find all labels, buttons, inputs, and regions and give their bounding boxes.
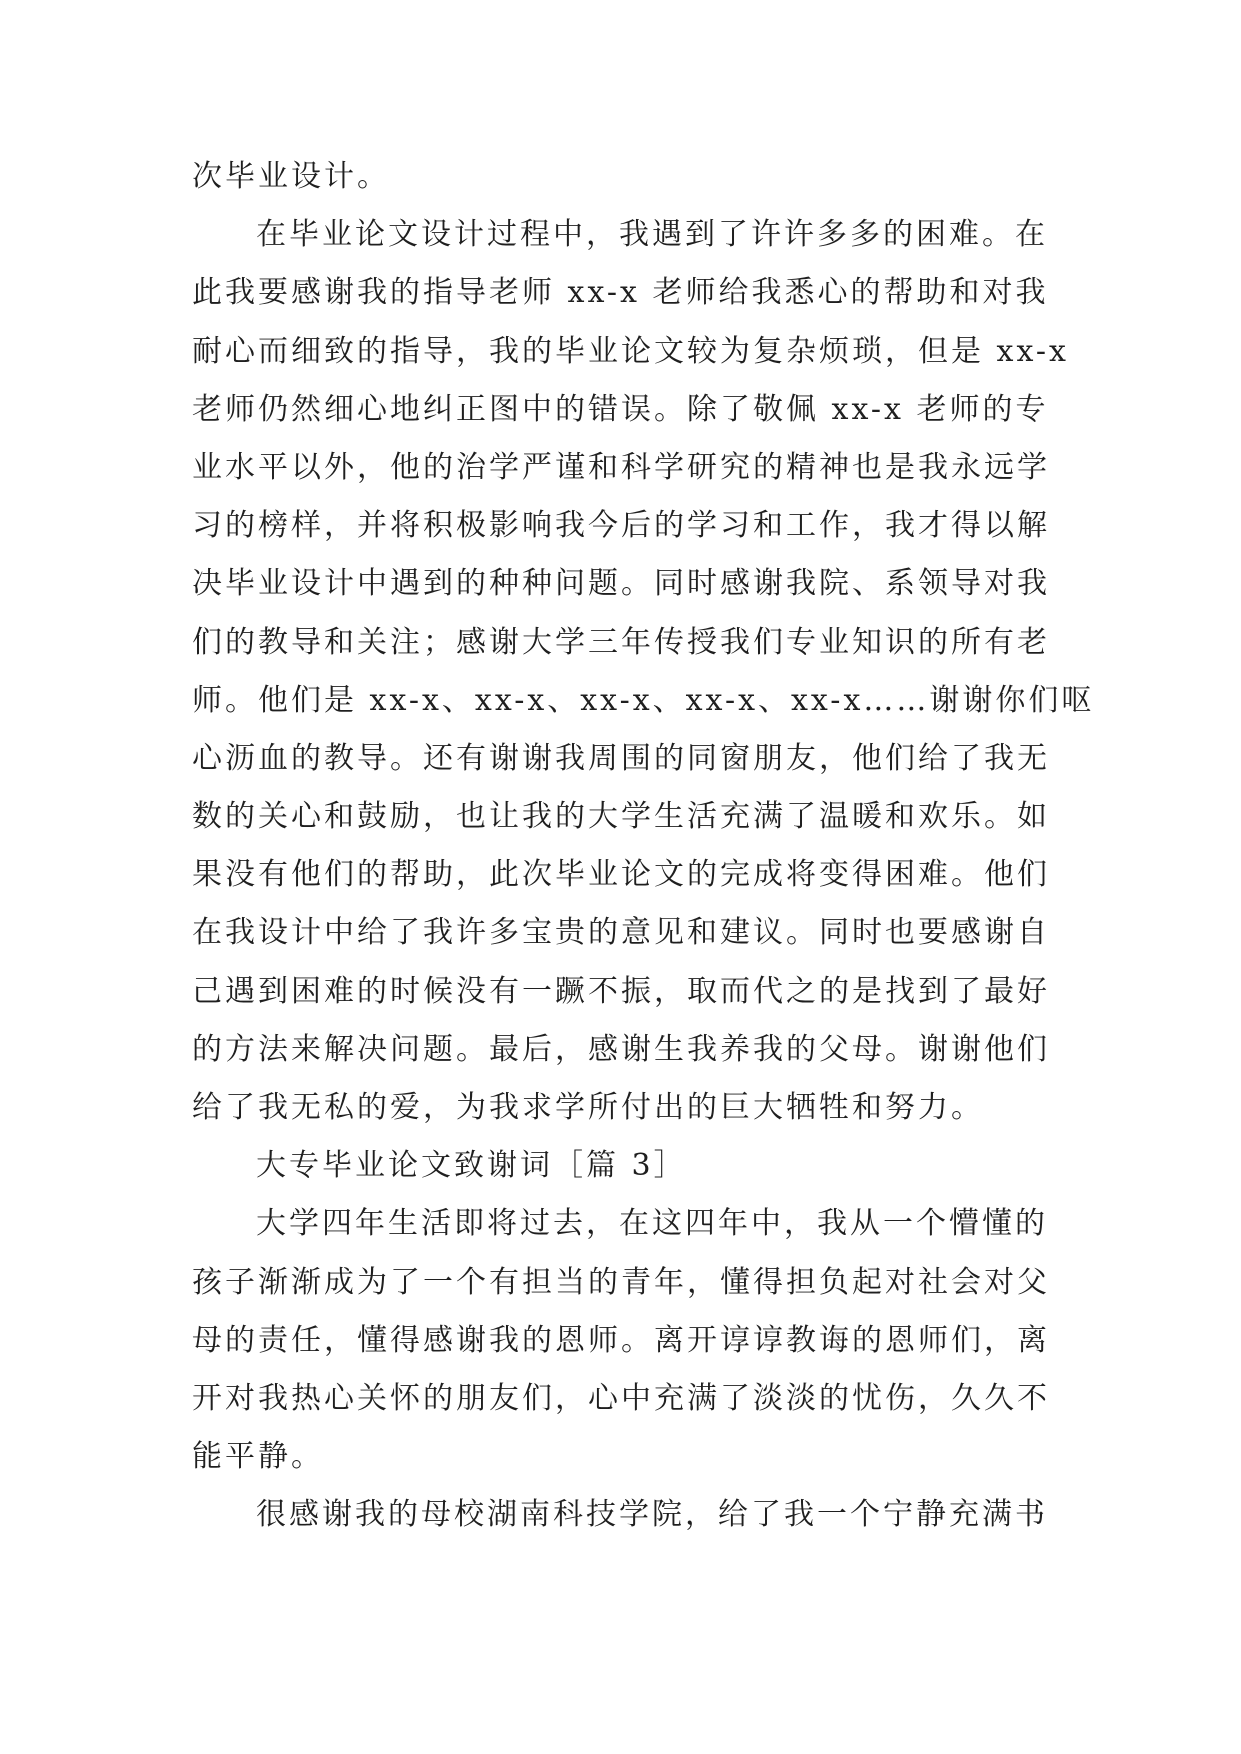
text-line: 能平静。 xyxy=(192,1439,324,1475)
text-line: 开对我热心关怀的朋友们，心中充满了淡淡的忧伤，久久不 xyxy=(192,1380,1050,1416)
text-line: 母的责任，懂得感谢我的恩师。离开谆谆教诲的恩师们，离 xyxy=(192,1322,1050,1358)
text-line: 果没有他们的帮助，此次毕业论文的完成将变得困难。他们 xyxy=(192,857,1050,893)
text-line: 此我要感谢我的指导老师 xx-x 老师给我悉心的帮助和对我 xyxy=(192,275,1049,311)
text-line: 孩子渐渐成为了一个有担当的青年，懂得担负起对社会对父 xyxy=(192,1264,1050,1300)
text-line: 耐心而细致的指导，我的毕业论文较为复杂烦琐，但是 xx-x xyxy=(192,333,1069,369)
text-line: 次毕业设计。 xyxy=(192,159,390,194)
text-line: 己遇到困难的时候没有一蹶不振，取而代之的是找到了最好 xyxy=(192,973,1050,1009)
text-line: 师。他们是 xx-x、xx-x、xx-x、xx-x、xx-x……谢谢你们呕 xyxy=(192,682,1095,718)
text-line: 大学四年生活即将过去，在这四年中，我从一个懵懂的 xyxy=(256,1206,1048,1242)
text-line: 老师仍然细心地纠正图中的错误。除了敬佩 xx-x 老师的专 xyxy=(192,391,1049,427)
section-heading: 大专毕业论文致谢词［篇 3］ xyxy=(256,1148,687,1184)
text-line: 业水平以外，他的治学严谨和科学研究的精神也是我永远学 xyxy=(192,449,1050,485)
document-body xyxy=(192,148,1095,1545)
text-line: 在毕业论文设计过程中，我遇到了许许多多的困难。在 xyxy=(256,217,1048,253)
text-line: 决毕业设计中遇到的种种问题。同时感谢我院、系领导对我 xyxy=(192,566,1050,602)
text-line: 数的关心和鼓励，也让我的大学生活充满了温暖和欢乐。如 xyxy=(192,799,1050,835)
text-line: 们的教导和关注；感谢大学三年传授我们专业知识的所有老 xyxy=(192,624,1050,660)
text-line: 在我设计中给了我许多宝贵的意见和建议。同时也要感谢自 xyxy=(192,915,1050,951)
text-line: 很感谢我的母校湖南科技学院，给了我一个宁静充满书 xyxy=(256,1497,1048,1533)
text-line: 给了我无私的爱，为我求学所付出的巨大牺牲和努力。 xyxy=(192,1090,984,1125)
text-line: 的方法来解决问题。最后，感谢生我养我的父母。谢谢他们 xyxy=(192,1031,1050,1067)
text-line: 心沥血的教导。还有谢谢我周围的同窗朋友，他们给了我无 xyxy=(192,740,1050,776)
text-line: 习的榜样，并将积极影响我今后的学习和工作，我才得以解 xyxy=(192,508,1050,544)
